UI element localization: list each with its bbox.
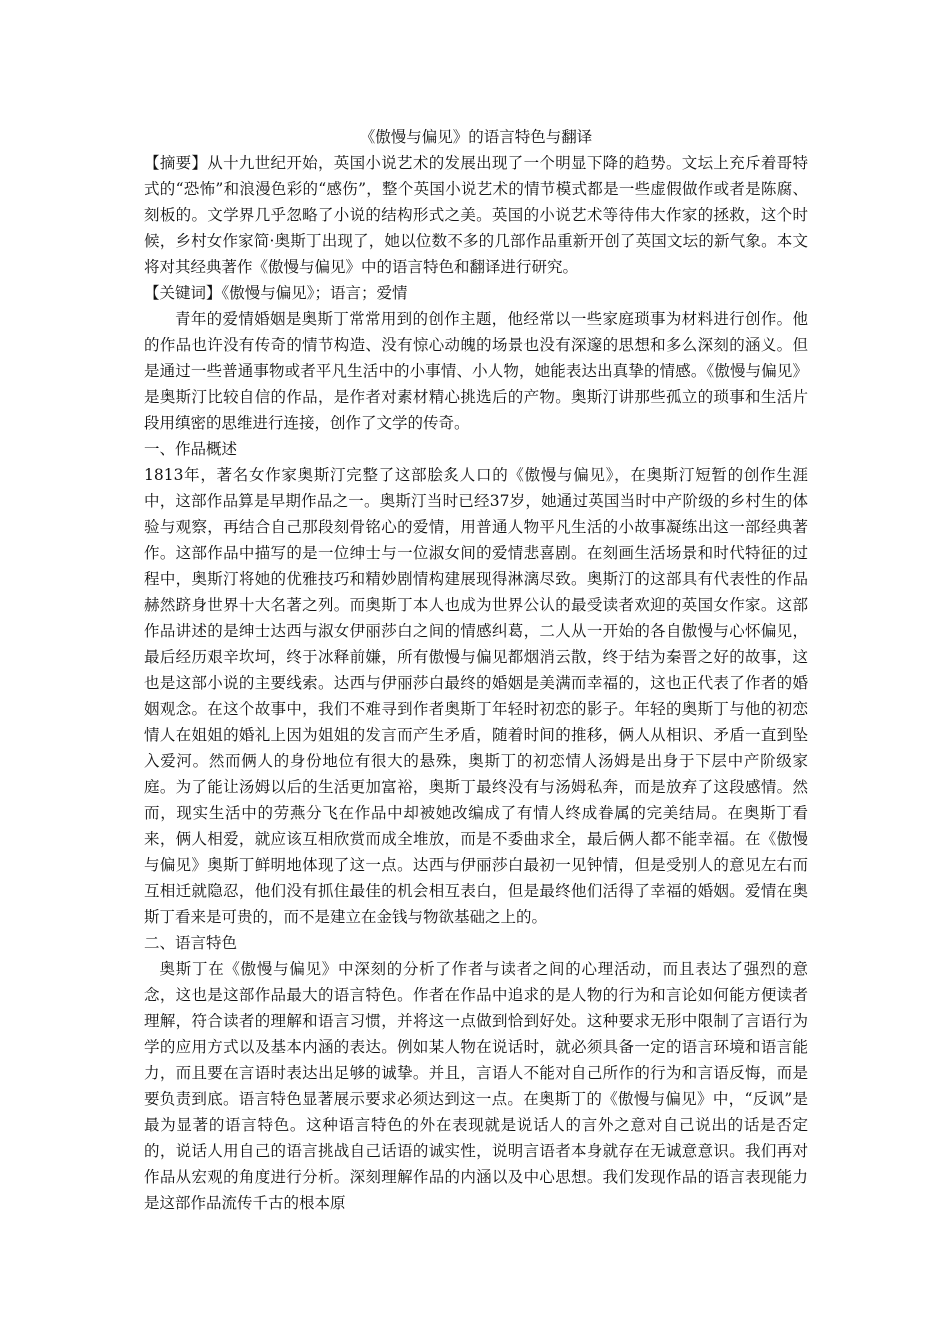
overview-paragraph: 1813年，著名女作家奥斯汀完整了这部脍炙人口的《傲慢与偏见》，在奥斯汀短暂的创作生涯中，这部作品算是早期作品之一。奥斯汀当时已经37岁，她通过英国当时中产阶级的乡村生的体验与观察，再结合自己那段刻骨铭心的爱情，用普通人物平凡生活的小故事凝练出这一部经典著作。这部作品中描写的是一位绅士与一位淑女间的爱情悲喜剧。在刻画生活场景和时代特征的过程中，奥斯汀将她的优雅技巧和精妙剧情构建展现得淋漓尽致。奥斯汀的这部具有代表性的作品赫然跻身世界十大名著之列。而奥斯丁本人也成为世界公认的最受读者欢迎的英国女作家。这部作品讲述的是绅士达西与淑女伊丽莎白之间的情感纠葛，二人从一开始的各自傲慢与心怀偏见，最后经历艰辛坎坷，终于冰释前嫌，所有傲慢与偏见都烟消云散，终于结为秦晋之好的故事，这也是这部小说的主要线索。达西与伊丽莎白最终的婚姻是美满而幸福的，这也正代表了作者的婚姻观念。在这个故事中，我们不难寻到作者奥斯丁年轻时初恋的影子。年轻的奥斯丁与他的初恋情人在姐姐的婚礼上因为姐姐的发言而产生矛盾，随着时间的推移，俩人从相识、矛盾一直到坠入爱河。然而俩人的身份地位有很大的悬殊，奥斯丁的初恋情人汤姆是出身于下层中产阶级家庭。为了能让汤姆以后的生活更加富裕，奥斯丁最终没有与汤姆私奔，而是放弃了这段感情。然而，现实生活中的劳燕分飞在作品中却被她改编成了有情人终成眷属的完美结局。在奥斯丁看来，俩人相爱，就应该互相欣赏而成全堆放，而是不委曲求全，最后俩人都不能幸福。在《傲慢与偏见》奥斯丁鲜明地体现了这一点。达西与伊丽莎白最初一见钟情，但是受别人的意见左右而互相迁就隐忍，他们没有抓住最佳的机会相互表白，但是最终他们活得了幸福的婚姻。爱情在奥斯丁看来是可贵的，而不是建立在金钱与物欲基础之上的。 (144, 466, 808, 926)
language-paragraph: 奥斯丁在《傲慢与偏见》中深刻的分析了作者与读者之间的心理活动，而且表达了强烈的意念，这也是这部作品最大的语言特色。作者在作品中追求的是人物的行为和言论如何能方便读者理解，符合读者的理解和语言习惯，并将这一点做到恰到好处。这种要求无形中限制了言语行为学的应用方式以及基本内涵的表达。例如某人物在说话时，就必须具备一定的语言环境和语言能力，而且要在言语时表达出足够的诚挚。并且，言语人不能对自己所作的行为和言语反悔，而是要负责到底。语言特色显著展示要求必须达到这一点。在奥斯丁的《傲慢与偏见》中，“反讽”是最为显著的语言特色。这种语言特色的外在表现就是说话人的言外之意对自己说出的话是否定的，说话人用自己的语言挑战自己话语的诚实性，说明言语者本身就存在无诚意意识。我们再对作品从宏观的角度进行分析。深刻理解作品的内涵以及中心思想。我们发现作品的语言表现能力是这部作品流传千古的根本原 (144, 960, 808, 1212)
keywords-paragraph (144, 280, 808, 306)
keywords-text: 《傲慢与偏见》；语言；爱情 (221, 284, 408, 302)
intro-paragraph: 青年的爱情婚姻是奥斯丁常常用到的创作主题，他经常以一些家庭琐事为材料进行创作。他的作品也许没有传奇的情节构造、没有惊心动魄的场景也没有深邃的思想和多么深刻的涵义。但是通过一些普通事物或者平凡生活中的小事情、小人物，她能表达出真挚的情感。《傲慢与偏见》是奥斯汀比较自信的作品，是作者对素材精心挑选后的产物。奥斯汀讲那些孤立的琐事和生活片段用缜密的思维进行连接，创作了文学的传奇。 (144, 310, 808, 432)
abstract-text: 从十九世纪开始，英国小说艺术的发展出现了一个明显下降的趋势。文坛上充斥着哥特式的“恐怖”和浪漫色彩的“感伤”，整个英国小说艺术的情节模式都是一些虚假做作或者是陈腐、刻板的。文学界几乎忽略了小说的结构形式之美。英国的小说艺术等待伟大作家的拯救，这个时候，乡村女作家简·奥斯丁出现了，她以位数不多的几部作品重新开创了英国文坛的新气象。本文将对其经典著作《傲慢与偏见》中的语言特色和翻译进行研究。 (144, 154, 808, 276)
keywords-label: 【关键词】 (144, 284, 222, 302)
abstract-label: 【摘要】 (144, 154, 208, 172)
abstract-paragraph (144, 150, 808, 280)
document-page (144, 124, 808, 1216)
section-heading-overview: 一、作品概述 (144, 440, 238, 458)
document-title: 《傲慢与偏见》的语言特色与翻译 (359, 128, 593, 146)
section-heading-language: 二、语言特色 (144, 934, 238, 952)
